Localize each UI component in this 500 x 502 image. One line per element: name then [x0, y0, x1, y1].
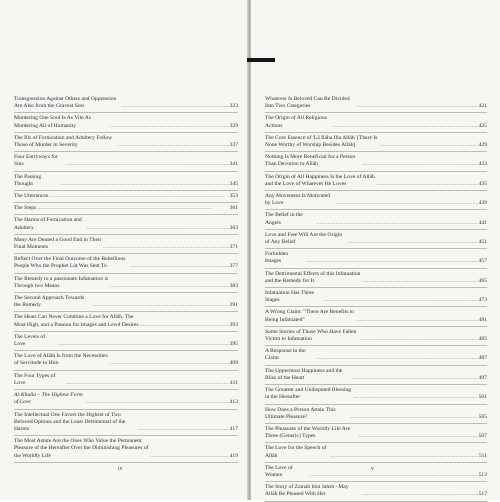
- toc-entry-row: [14, 237, 238, 251]
- toc-entry-page: 329: [229, 122, 238, 129]
- toc-entry-row: [14, 205, 238, 212]
- toc-entry-page: 507: [478, 433, 487, 440]
- toc-entry-page: 371: [229, 244, 238, 251]
- toc-leader-dots: [138, 426, 229, 433]
- toc-leader-dots: [58, 341, 229, 348]
- toc-entry-page: 433: [478, 161, 487, 168]
- toc-entry-page: 419: [229, 452, 238, 459]
- toc-entry-title: The Ills of Fornication and Adultery Follow Those of Murder in Severity: [14, 134, 113, 149]
- toc-leader-dots: [323, 297, 477, 304]
- toc-leader-dots: [380, 142, 478, 149]
- toc-leader-dots: [140, 322, 229, 329]
- toc-entry-title: The Remedy to a passionate Infatuation is Through two Means: [14, 275, 109, 289]
- toc-entry-row: [265, 212, 487, 226]
- toc-entry-title: The Four Types of Love: [14, 372, 56, 386]
- toc-entry-title: The Detrimental Effects of this Infatuation and the Remedy for It: [265, 270, 361, 284]
- toc-entry: [265, 443, 487, 462]
- toc-entry: [265, 482, 487, 501]
- toc-entry-title: The Greatest and Undisputed Blessing in the Hereafter: [265, 387, 352, 401]
- toc-entry-page: 517: [478, 491, 487, 498]
- toc-entry-row: [265, 465, 487, 479]
- toc-entry-row: [265, 290, 487, 304]
- toc-entry-row: [14, 314, 238, 328]
- toc-entry-page: 457: [478, 258, 487, 265]
- toc-entry: [265, 210, 487, 229]
- toc-entry-row: [265, 329, 487, 343]
- toc-entry-page: 417: [229, 425, 238, 432]
- toc-entry-title: The Love of Women: [265, 464, 293, 478]
- toc-leader-dots: [353, 394, 477, 401]
- toc-entry-page: 391: [229, 302, 238, 309]
- toc-leader-dots: [66, 380, 229, 387]
- toc-entry: [265, 463, 487, 482]
- toc-entry-row: [265, 445, 487, 459]
- toc-entry-row: [265, 368, 487, 382]
- toc-entry-page: 497: [478, 374, 487, 381]
- toc-entry-page: 361: [229, 205, 238, 212]
- toc-leader-dots: [306, 258, 478, 265]
- toc-entry: [265, 113, 487, 132]
- toc-entry: [14, 113, 238, 132]
- toc-entry-title: The Origin of All Religious Actions: [265, 115, 327, 129]
- toc-entry-row: [14, 334, 238, 348]
- toc-leader-dots: [360, 336, 478, 343]
- toc-entry-title: Infatuation Has Three Stages: [265, 290, 314, 304]
- toc-entry-row: [265, 407, 487, 421]
- toc-entry-page: 465: [478, 277, 487, 284]
- toc-leader-dots: [103, 244, 228, 251]
- toc-entry-title: The Belief in the Angels: [265, 212, 303, 226]
- page-number-right: v: [371, 466, 374, 472]
- toc-entry-row: [14, 96, 238, 110]
- table-of-contents-right: [265, 94, 487, 502]
- toc-entry-page: 473: [478, 297, 487, 304]
- toc-entry: [265, 327, 487, 346]
- toc-entry-row: [14, 438, 238, 460]
- toc-entry-row: [14, 276, 238, 290]
- toc-leader-dots: [310, 472, 477, 479]
- table-of-contents-left: [14, 94, 238, 463]
- toc-entry-row: [265, 154, 487, 168]
- toc-entry-row: [265, 232, 487, 246]
- toc-entry-row: [265, 348, 487, 362]
- toc-entry-title: Murdering One Soul Is As Vile As Murdering All of Humanity: [14, 115, 91, 129]
- toc-entry-page: 413: [229, 399, 238, 406]
- toc-leader-dots: [118, 142, 229, 149]
- toc-leader-dots: [356, 317, 477, 324]
- toc-entry-page: 345: [229, 180, 238, 187]
- toc-entry: [14, 390, 238, 409]
- toc-leader-dots: [335, 200, 477, 207]
- toc-entry-title: Whatever Is Beloved Can Be Divided Into Two Categories: [265, 96, 350, 110]
- toc-entry-page: 439: [478, 200, 487, 207]
- toc-entry-title: Some Stories of Those Who Have Fallen Victim to Infatuation: [265, 328, 357, 343]
- toc-entry-title: The Intellectual One Favors the Highest of Two Beloved Options and the Least Detrimental of the Harms: [14, 411, 126, 432]
- toc-entry: [14, 312, 238, 331]
- toc-entry-row: [14, 174, 238, 188]
- toc-entry-title: The Uppermost Happiness and the Bliss of the Heart: [265, 367, 343, 381]
- toc-entry-row: [265, 96, 487, 110]
- toc-leader-dots: [110, 360, 229, 367]
- toc-leader-dots: [110, 123, 229, 130]
- toc-entry-title: The Passing Thought: [14, 173, 42, 187]
- toc-entry-title: Al-Khulla – The Highest Form of Love: [14, 392, 83, 406]
- toc-leader-dots: [49, 193, 229, 200]
- toc-entry: [14, 203, 238, 215]
- toc-entry: [14, 152, 238, 171]
- toc-entry-page: 377: [229, 263, 238, 270]
- toc-entry-page: 363: [229, 224, 238, 231]
- toc-entry: [265, 133, 487, 152]
- toc-entry-title: Many Are Denied a Good End in Their Final Moments: [14, 236, 102, 251]
- toc-entry-title: The Steps: [14, 205, 37, 212]
- toc-entry-row: [14, 115, 238, 129]
- toc-entry-page: 429: [478, 142, 487, 149]
- toc-entry-row: [14, 256, 238, 270]
- toc-entry-title: Love and Free Will Are the Origin of Any Belief: [265, 231, 343, 246]
- toc-leader-dots: [347, 239, 477, 246]
- toc-entry-title: The Love of Allāh Is from the Necessities of Servitude to Him: [14, 353, 108, 367]
- toc-entry-title: Nothing Is More Beneficial for a Person Than Devotion to Allāh: [265, 154, 356, 168]
- toc-entry-title: Four Entryways for Sins: [14, 154, 58, 168]
- toc-entry: [14, 254, 238, 273]
- toc-leader-dots: [316, 220, 477, 227]
- toc-entry-row: [265, 174, 487, 188]
- toc-entry-row: [14, 217, 238, 231]
- toc-entry-page: 323: [229, 103, 238, 110]
- toc-entry-title: The Levels of Love: [14, 333, 46, 348]
- toc-entry: [14, 274, 238, 293]
- toc-entry-page: 383: [229, 282, 238, 289]
- toc-leader-dots: [87, 225, 229, 232]
- toc-entry-title: The Love for the Speech of Allāh: [265, 445, 327, 459]
- toc-entry-row: [14, 353, 238, 367]
- toc-entry-page: 411: [229, 379, 238, 386]
- toc-entry-title: The Heart Can Never Combine a Love for Allāh, The Most High, and a Passion for Images and Lewd Desires: [14, 314, 139, 328]
- toc-entry-title: Transgression Against Others and Oppression Are Also from the Gravest Sins: [14, 96, 117, 110]
- toc-entry: [265, 230, 487, 249]
- toc-leader-dots: [362, 278, 477, 285]
- toc-entry: [265, 94, 487, 113]
- toc-entry: [14, 410, 238, 437]
- toc-entry: [14, 371, 238, 390]
- toc-leader-dots: [351, 375, 477, 382]
- toc-entry-title: Any Movement Is Motivated by Love: [265, 193, 331, 207]
- toc-entry-title: A Response to the Claim: [265, 348, 306, 362]
- toc-entry: [14, 351, 238, 370]
- toc-leader-dots: [357, 103, 478, 110]
- page-number-left: iv: [118, 466, 123, 472]
- gutter-mark: [247, 58, 275, 62]
- toc-leader-dots: [362, 161, 478, 168]
- toc-entry: [265, 152, 487, 171]
- toc-entry: [265, 172, 487, 191]
- toc-entry-page: 513: [478, 471, 487, 478]
- toc-entry-page: 435: [478, 180, 487, 187]
- toc-entry: [14, 293, 238, 312]
- toc-leader-dots: [37, 205, 228, 212]
- toc-leader-dots: [330, 453, 478, 460]
- toc-entry-row: [265, 309, 487, 323]
- toc-entry-page: 341: [229, 161, 238, 168]
- toc-entry-row: [14, 412, 238, 434]
- toc-entry-row: [14, 135, 238, 149]
- toc-entry-page: 337: [229, 142, 238, 149]
- toc-entry-row: [14, 154, 238, 168]
- toc-entry-page: 451: [478, 239, 487, 246]
- toc-entry: [265, 405, 487, 424]
- toc-entry-row: [265, 426, 487, 440]
- toc-entry-page: 511: [478, 452, 487, 459]
- toc-entry: [14, 191, 238, 203]
- toc-entry-title: The Most Astute Are the Ones Who Value the Permanent Pleasure of the Hereafter Over the Diminishing Pleasures of the Worldly Life: [14, 438, 149, 459]
- toc-entry: [265, 346, 487, 365]
- toc-entry: [14, 94, 238, 113]
- toc-leader-dots: [377, 181, 478, 188]
- toc-entry: [265, 191, 487, 210]
- toc-entry-row: [14, 193, 238, 200]
- toc-entry: [265, 424, 487, 443]
- toc-entry: [14, 172, 238, 191]
- toc-entry-row: [265, 115, 487, 129]
- toc-entry: [14, 332, 238, 351]
- toc-entry-row: [14, 392, 238, 406]
- toc-leader-dots: [66, 161, 229, 168]
- toc-leader-dots: [92, 302, 229, 309]
- left-page: [0, 0, 248, 500]
- toc-entry-page: 425: [478, 122, 487, 129]
- toc-leader-dots: [359, 433, 478, 440]
- toc-entry: [14, 133, 238, 152]
- toc-entry-page: 505: [478, 413, 487, 420]
- toc-entry: [265, 269, 487, 288]
- toc-entry-page: 395: [229, 341, 238, 348]
- toc-entry-row: [265, 193, 487, 207]
- toc-entry-page: 485: [478, 336, 487, 343]
- toc-entry-page: 481: [478, 316, 487, 323]
- toc-entry-row: [14, 295, 238, 309]
- toc-entry: [265, 307, 487, 326]
- toc-entry-page: 421: [478, 103, 487, 110]
- toc-entry: [265, 249, 487, 268]
- toc-entry-title: How Does a Person Attain This Ultimate Pleasure?: [265, 406, 336, 420]
- toc-leader-dots: [150, 453, 228, 460]
- toc-entry: [14, 235, 238, 254]
- toc-entry-title: The Pleasures of the Worldly Life Are Three (Generic) Types: [265, 425, 351, 440]
- toc-entry-page: 487: [478, 355, 487, 362]
- toc-entry-page: 441: [478, 219, 487, 226]
- toc-entry-title: The Core Essence of 'Lā Ilāha Illa Allāh' [There Is None Worthy of Worship Besides Allāh]: [265, 134, 378, 149]
- toc-entry: [14, 436, 238, 463]
- toc-entry: [14, 215, 238, 234]
- toc-entry-title: The Second Approach Towards the Remedy: [14, 295, 85, 309]
- toc-leader-dots: [130, 263, 228, 270]
- toc-leader-dots: [121, 103, 228, 110]
- toc-leader-dots: [350, 414, 478, 421]
- toc-entry-page: 353: [229, 193, 238, 200]
- toc-entry-row: [265, 251, 487, 265]
- toc-entry-row: [14, 373, 238, 387]
- toc-entry-page: 409: [229, 360, 238, 367]
- toc-entry-row: [265, 271, 487, 285]
- toc-entry-title: The Utterances: [14, 193, 49, 200]
- toc-entry: [265, 288, 487, 307]
- toc-entry-page: 393: [229, 321, 238, 328]
- toc-leader-dots: [110, 283, 228, 290]
- toc-entry-page: 501: [478, 394, 487, 401]
- toc-leader-dots: [86, 399, 229, 406]
- toc-entry-title: The Harms of Fornication and Adultery: [14, 217, 82, 231]
- toc-entry-title: The Story of Zainab bint Jahsh –May Allāh Be Pleased With Her: [265, 484, 349, 498]
- right-page: [251, 0, 500, 500]
- toc-leader-dots: [317, 355, 478, 362]
- toc-leader-dots: [333, 123, 478, 130]
- toc-entry-title: A Wrong Claim: "There Are Benefits to Being Infatuated": [265, 309, 354, 323]
- toc-leader-dots: [362, 491, 478, 498]
- toc-entry: [265, 366, 487, 385]
- toc-entry-title: Forbidden Images: [265, 251, 288, 265]
- toc-entry: [265, 385, 487, 404]
- toc-leader-dots: [61, 181, 229, 188]
- toc-entry-title: Reflect Over the Final Outcome of the Rebellious People Who the Prophet Lūṭ Was Sent To: [14, 256, 126, 270]
- toc-entry-title: The Origin of All Happiness Is the Love of Allāh and the Love of Whatever He Loves: [265, 173, 375, 187]
- toc-entry-row: [265, 484, 487, 498]
- toc-entry-row: [265, 387, 487, 401]
- toc-entry-row: [265, 135, 487, 149]
